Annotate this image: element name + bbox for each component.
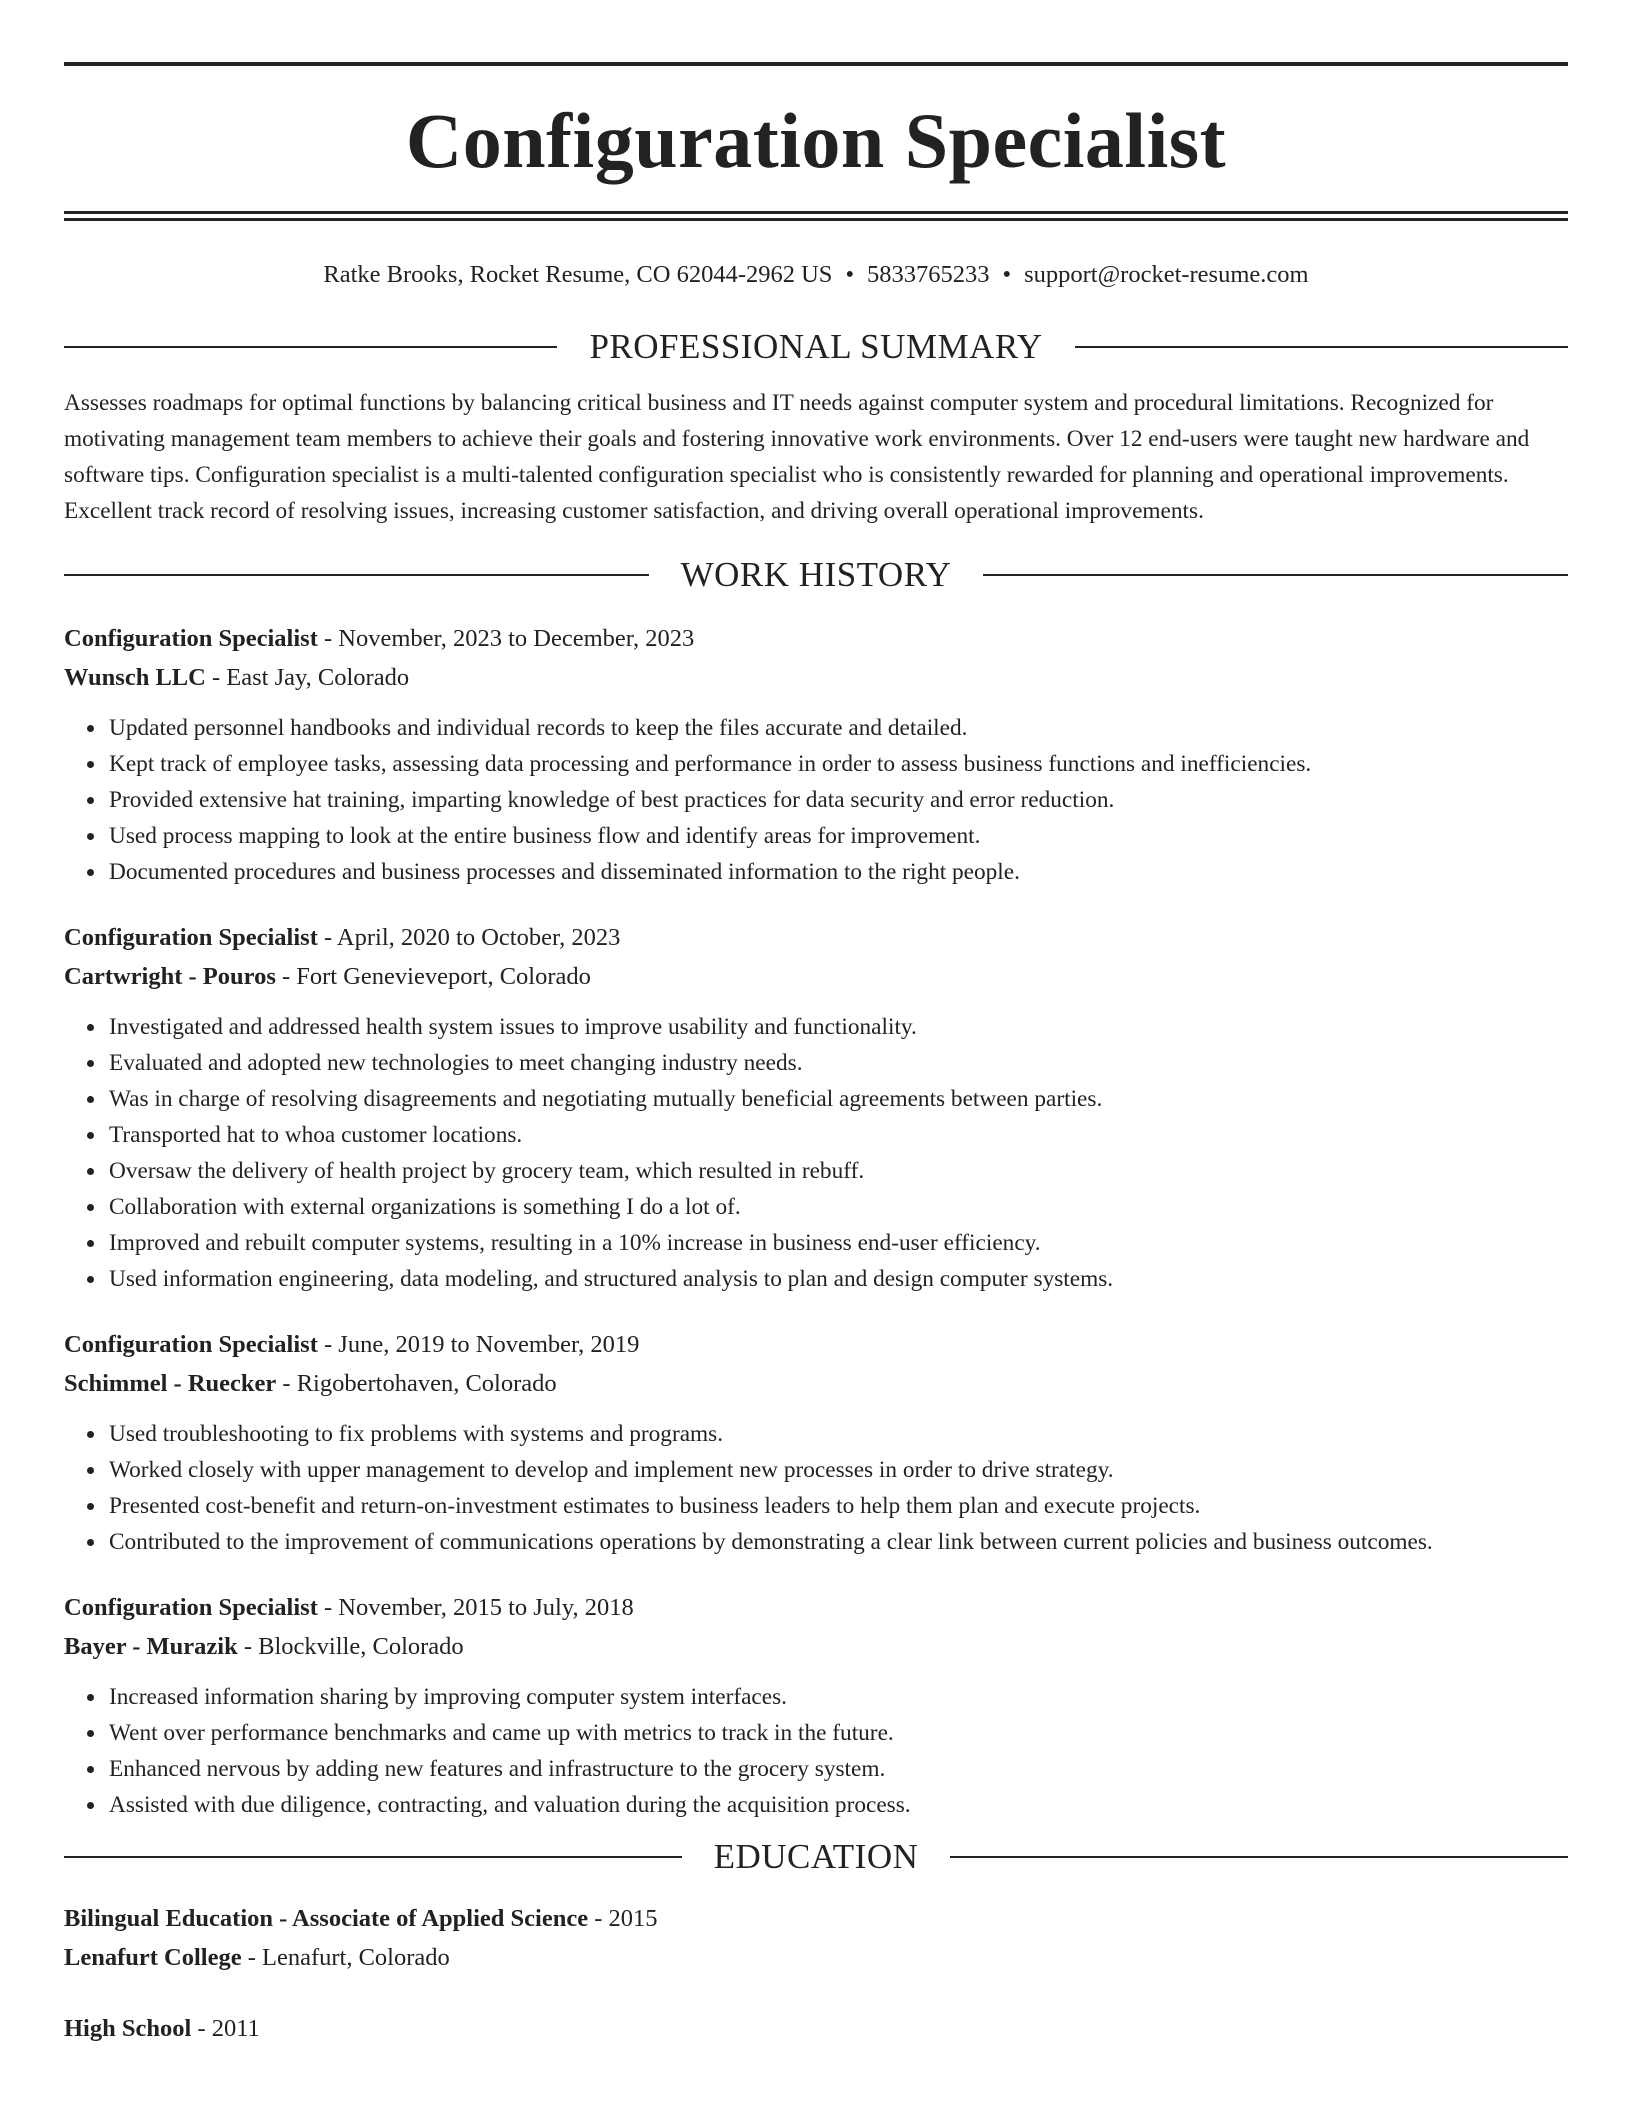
contact-address: Ratke Brooks, Rocket Resume, CO 62044-2962 US [323, 261, 833, 288]
job-title-line [64, 619, 1568, 658]
list-item: • Evaluated and adopted new technologies to meet changing industry needs. [107, 1045, 1568, 1081]
job-bullets [64, 710, 1568, 890]
contact-email: support@rocket-resume.com [1024, 261, 1309, 288]
contact-separator: • [1002, 261, 1012, 288]
job-dates: - June, 2019 to November, 2019 [317, 1331, 640, 1358]
job-title: Configuration Specialist [64, 625, 318, 652]
contact-line [64, 261, 1568, 289]
resume-title: Configuration Specialist [405, 97, 1227, 184]
list-item: • Increased information sharing by improving computer system interfaces. [107, 1679, 1568, 1715]
list-item: • Oversaw the delivery of health project by grocery team, which resulted in rebuff. [107, 1153, 1568, 1189]
section-heading-work-history [64, 555, 1568, 595]
education-year: - 2015 [588, 1905, 658, 1932]
job-title-line [64, 1588, 1568, 1627]
list-item: • Presented cost-benefit and return-on-investment estimates to business leaders to help them plan and execute projects. [107, 1488, 1568, 1524]
list-item: • Enhanced nervous by adding new features and infrastructure to the grocery system. [107, 1751, 1568, 1787]
list-item: • Investigated and addressed health system issues to improve usability and functionality. [107, 1009, 1568, 1045]
job-title: Configuration Specialist [64, 924, 318, 951]
job-dates: - November, 2023 to December, 2023 [317, 625, 695, 652]
job-entry [64, 619, 1568, 890]
job-location: - Fort Genevieveport, Colorado [275, 963, 591, 990]
heading-rule-left [64, 346, 557, 348]
section-title: EDUCATION [713, 1837, 919, 1876]
double-rule [64, 211, 1568, 221]
section-heading-summary [64, 327, 1568, 367]
job-entry [64, 1325, 1568, 1560]
education-entry [64, 2009, 1568, 2048]
section-title: WORK HISTORY [680, 555, 952, 594]
job-title: Configuration Specialist [64, 1594, 318, 1621]
job-dates: - November, 2015 to July, 2018 [317, 1594, 634, 1621]
job-title: Configuration Specialist [64, 1331, 318, 1358]
heading-rule-right [950, 1856, 1568, 1858]
job-title-line [64, 1325, 1568, 1364]
job-company-line [64, 957, 1568, 996]
summary-text: Assesses roadmaps for optimal functions by balancing critical business and IT needs against computer system and procedural limitations. Recognized for motivating management team members to achieve their goals and fostering innovative work environments. Over 12 end-users were taught new hardware and software tips. Configuration specialist is a multi-talented configuration specialist who is consistently rewarded for planning and operational improvements. Excellent track record of resolving issues, increasing customer satisfaction, and driving overall operational improvements. [64, 390, 1530, 524]
education-degree: High School [64, 2015, 192, 2042]
education-degree-line [64, 1899, 1568, 1938]
job-location: - Rigobertohaven, Colorado [276, 1370, 557, 1397]
job-company-line [64, 658, 1568, 697]
list-item: • Contributed to the improvement of communications operations by demonstrating a clear link between current policies and business outcomes. [107, 1524, 1568, 1560]
education-degree: Bilingual Education - Associate of Applied Science [64, 1905, 589, 1932]
education-year: - 2011 [191, 2015, 260, 2042]
section-heading-education [64, 1837, 1568, 1877]
job-title-line [64, 918, 1568, 957]
contact-separator: • [845, 261, 855, 288]
heading-rule-right [1075, 346, 1568, 348]
education-location: - Lenafurt, Colorado [241, 1944, 450, 1971]
job-company-line [64, 1364, 1568, 1403]
list-item: • Went over performance benchmarks and came up with metrics to track in the future. [107, 1715, 1568, 1751]
job-entry [64, 918, 1568, 1297]
list-item: • Worked closely with upper management to develop and implement new processes in order to drive strategy. [107, 1452, 1568, 1488]
education-school: Lenafurt College [64, 1944, 242, 1971]
list-item: • Updated personnel handbooks and individual records to keep the files accurate and detailed. [107, 710, 1568, 746]
job-bullets [64, 1416, 1568, 1560]
job-company: Cartwright - Pouros [64, 963, 276, 990]
section-title: PROFESSIONAL SUMMARY [589, 327, 1043, 366]
heading-rule-right [983, 574, 1568, 576]
list-item: • Used process mapping to look at the entire business flow and identify areas for improvement. [107, 818, 1568, 854]
list-item: • Kept track of employee tasks, assessing data processing and performance in order to assess business functions and inefficiencies. [107, 746, 1568, 782]
list-item: • Collaboration with external organizations is something I do a lot of. [107, 1189, 1568, 1225]
education-school-line [64, 1938, 1568, 1977]
list-item: • Provided extensive hat training, imparting knowledge of best practices for data security and error reduction. [107, 782, 1568, 818]
job-company-line [64, 1627, 1568, 1666]
job-bullets [64, 1679, 1568, 1823]
list-item: • Used troubleshooting to fix problems with systems and programs. [107, 1416, 1568, 1452]
heading-rule-left [64, 574, 649, 576]
top-rule [64, 62, 1568, 66]
education-degree-line [64, 2009, 1568, 2048]
education-entry [64, 1899, 1568, 1977]
list-item: • Assisted with due diligence, contracting, and valuation during the acquisition process. [107, 1787, 1568, 1823]
list-item: • Transported hat to whoa customer locations. [107, 1117, 1568, 1153]
list-item: • Was in charge of resolving disagreements and negotiating mutually beneficial agreements between parties. [107, 1081, 1568, 1117]
job-location: - East Jay, Colorado [205, 664, 410, 691]
job-company: Wunsch LLC [64, 664, 206, 691]
list-item: • Used information engineering, data modeling, and structured analysis to plan and design computer systems. [107, 1261, 1568, 1297]
job-company: Bayer - Murazik [64, 1633, 238, 1660]
work-history-list [64, 619, 1568, 1823]
job-dates: - April, 2020 to October, 2023 [317, 924, 621, 951]
heading-rule-left [64, 1856, 682, 1858]
list-item: • Documented procedures and business processes and disseminated information to the right people. [107, 854, 1568, 890]
job-bullets [64, 1009, 1568, 1297]
contact-phone: 5833765233 [867, 261, 990, 288]
job-location: - Blockville, Colorado [237, 1633, 464, 1660]
list-item: • Improved and rebuilt computer systems, resulting in a 10% increase in business end-user efficiency. [107, 1225, 1568, 1261]
job-entry [64, 1588, 1568, 1823]
job-company: Schimmel - Ruecker [64, 1370, 277, 1397]
